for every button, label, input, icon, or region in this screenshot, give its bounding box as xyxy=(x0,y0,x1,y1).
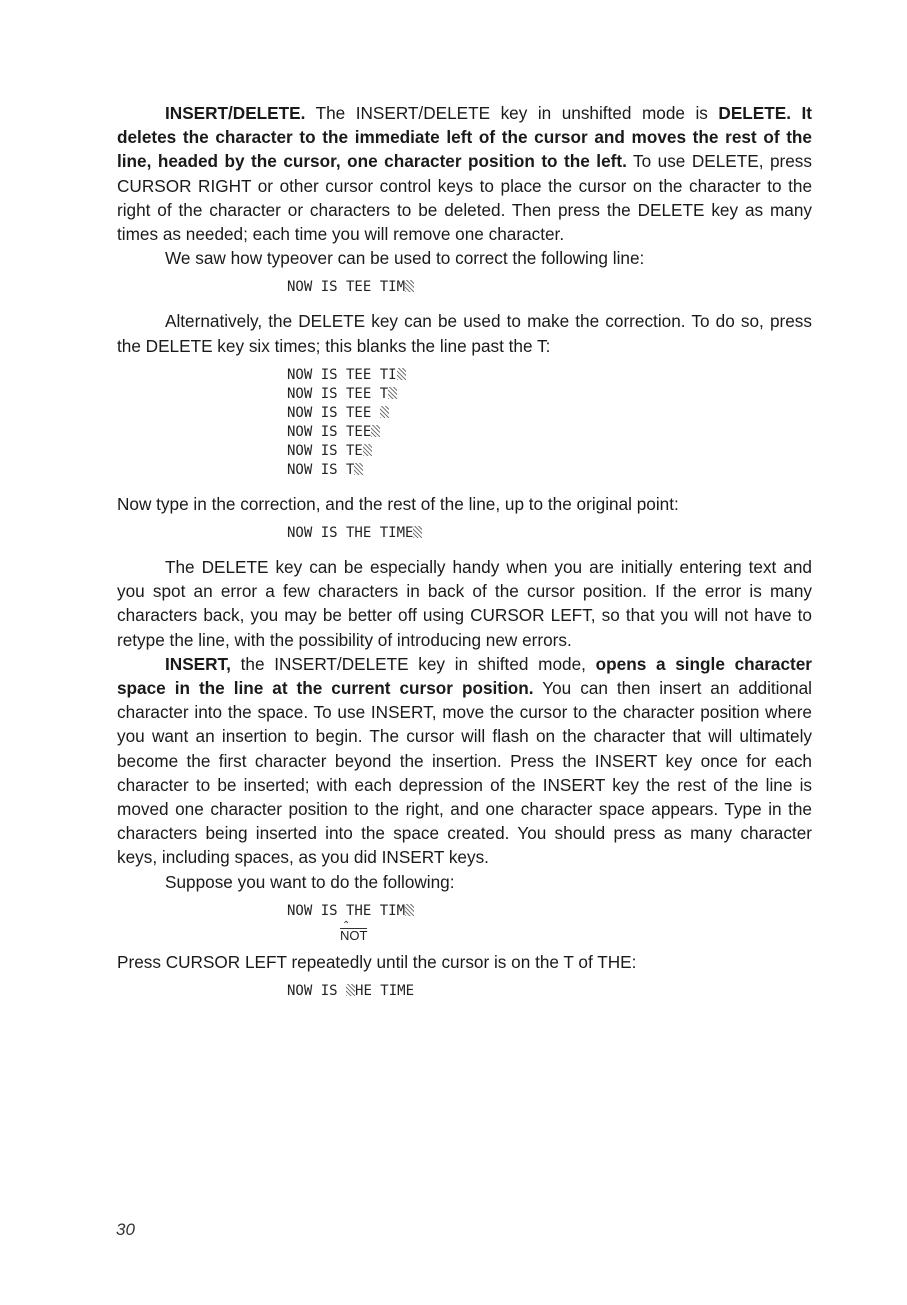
cursor-block xyxy=(380,406,389,418)
code-line: NOW IS TEE TIM xyxy=(287,278,812,297)
paragraph-insert-delete: INSERT/DELETE. The INSERT/DELETE key in unshifted mode is DELETE. It deletes the character to the immediate left of the cursor and moves the rest of the line, headed by the cursor, one character position to the left. To use DELETE, press CURSOR RIGHT or other cursor control keys to place the cursor on the character to the right of the character or characters to be deleted. Then press the DELETE key as many times as needed; each time you will remove one character. xyxy=(117,103,812,245)
cursor-block xyxy=(397,368,406,380)
heading-insert: INSERT, xyxy=(165,653,231,674)
paragraph-alternatively: Alternatively, the DELETE key can be used to make the correction. To do so, press the DELETE key six times; this blanks the line past the T: xyxy=(117,311,812,356)
cursor-block xyxy=(363,444,372,456)
code-line: NOW IS T xyxy=(287,461,812,480)
cursor-block xyxy=(388,387,397,399)
paragraph-now-type: Now type in the correction, and the rest of the line, up to the original point: xyxy=(117,493,679,514)
code-line: NOW IS TEE xyxy=(287,423,812,442)
paragraph-typeover: We saw how typeover can be used to correct the following line: xyxy=(165,248,645,269)
cursor-block xyxy=(405,280,414,292)
cursor-block xyxy=(413,526,422,538)
paragraph-insert: INSERT, the INSERT/DELETE key in shifted mode, opens a single character space in the line at the current cursor position. You can then insert an additional character into the space. To use INSERT, move the cursor to the character position where you want an insertion to begin. The cursor will flash on the character that will ultimately become the first character beyond the insertion. Press the INSERT key once for each character to be inserted; with each depression of the INSERT key the rest of the line is moved one character position to the right, and one character space appears. Type in the characters being inserted into the space created. You should press as many character keys, including spaces, as you did INSERT keys. xyxy=(117,653,812,868)
cursor-block xyxy=(354,463,363,475)
code-line: NOW IS TEE xyxy=(287,404,812,423)
code-line: NOW IS THE TIME xyxy=(287,524,812,543)
paragraph-suppose: Suppose you want to do the following: xyxy=(165,871,455,892)
paragraph-delete-handy: The DELETE key can be especially handy when you are initially entering text and you spot an error a few characters in back of the cursor position. If the error is many characters back, you may be better off using CURSOR LEFT, so that you will not have to retype the line, with the possibility of introducing new errors. xyxy=(117,557,812,650)
code-line: NOW IS THE TIM xyxy=(287,902,812,921)
cursor-block xyxy=(405,904,414,916)
heading-insert-delete: INSERT/DELETE. xyxy=(165,103,306,123)
insert-caret-icon: ⌃ xyxy=(342,919,351,931)
code-line: NOW IS TEE T xyxy=(287,385,812,404)
cursor-block xyxy=(346,984,355,996)
insert-example xyxy=(117,902,812,950)
cursor-block xyxy=(371,425,380,437)
page-number: 30 xyxy=(116,1220,135,1239)
code-line: NOW IS TEE TI xyxy=(287,366,812,385)
insert-text: NOT xyxy=(340,927,368,943)
page-body xyxy=(117,101,812,1001)
paragraph-press-cursor-left: Press CURSOR LEFT repeatedly until the cursor is on the T of THE: xyxy=(117,951,637,972)
code-line: NOW IS HE TIME xyxy=(287,983,415,1000)
code-line: NOW IS TE xyxy=(287,442,812,461)
